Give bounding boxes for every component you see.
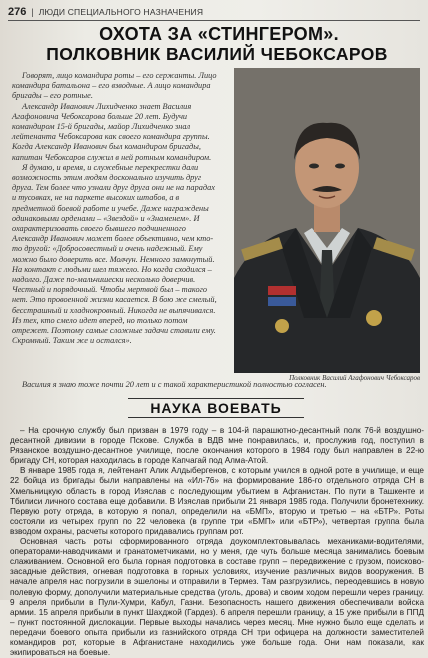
- lead-closing: Василия я знаю тоже почти 20 лет и с такой характеристикой полностью согласен.: [22, 380, 327, 389]
- body-text: [10, 426, 424, 658]
- body-paragraph: Основная часть роты сформированного отряда доукомплектовывалась механиками-водителями, операторами-наводчиками и гранатометчиками, но у меня, где чуть больше месяца занимались боевым слаживанием. Основной его была горная подготовка в составе групп – передвижение с грузом, поисково-засадные действия, огневая подготовка в горных условиях, изучение различных видов вооружения. В начале апреля нас погрузили в эшелоны и отправили в Термез. Там разгрузились, переодевшись в новую полевую форму, дополучили материальные средства (уголь, дрова) и своим ходом перешли через границу. 9 апреля прибыли в Пули-Хумри, Кабул, Газни. Безопасность нашего движения обеспечивали войска армии. 15 апреля прибыли в пункт Шахджой (Гардез). 6 апреля перешли границу, а 15 уже прибыли в ППД – пункт постоянной дислокации. Первые выходы начались через месяц. Мне нужно было еще сделать и передачи боевого опыта прибыли из газнийского отряда СН три офицера на должности заместителей командиров рот, которые в Афганистане находились уже больше года. Они нам показали, как экипироваться на боевые.: [10, 537, 424, 658]
- header-separator: |: [31, 7, 34, 17]
- article-title: ОХОТА ЗА «СТИНГЕРОМ».: [99, 24, 339, 44]
- section-name: ЛЮДИ СПЕЦИАЛЬНОГО НАЗНАЧЕНИЯ: [38, 7, 204, 17]
- article-subtitle: ПОЛКОВНИК ВАСИЛИЙ ЧЕБОКСАРОВ: [46, 44, 388, 64]
- lead-paragraph: Говорят, лицо командира роты – его сержанты. Лицо командира батальона – его взводные. А лицо командира бригады – его ротные.: [12, 71, 217, 101]
- photo-caption: Полковник Василий Агафонович Чебоксаров: [289, 374, 420, 382]
- lead-paragraph: Я думаю, и время, и служебные перекрестки дали возможность этим людям досконально изучить друг друга. Тем более что узнали друг друга они не на парадах и тусовках, не на паркете высоких штабов, а в предметной боевой работе и учебе. Даже награждены одинаковыми орденами – «Звездой» и «Знаменем». И охарактеризовать своего бывшего подчиненного Александр Иванович может более объективно, чем кто-то другой: «Добросовестный и очень надежный. Ему можно было доверить все. Молчун. Немного замкнутый. На контакт с людьми шел тяжело. Но когда сходился – надолго. Даже по-мальчишески несколько доверчив. Честный и порядочный. Чтобы мертвой был – такого нет. Это провоенной жизни касается. В бою же смелый, бесстрашный и хладнокровный. Никогда не выпячивался. Из тех, кто смело идет вперед, но только потом отрежет. Поэтому самые сложные задачи ставили ему. Скромный. Таким же и остался».: [12, 162, 217, 346]
- section-heading: НАУКА ВОЕВАТЬ: [128, 398, 304, 418]
- page-number: 276: [8, 6, 27, 18]
- lead-paragraph: Александр Иванович Лихидченко знает Василия Агафоновича Чебоксарова больше 20 лет. Будучи командиром 15-й бригады, майор Лихидченко знал лейтенанта Чебоксарова как своего командира группы. Когда Александр Иванович был командиром бригады, капитан Чебоксаров служил в ней ротным командиром.: [12, 101, 212, 162]
- body-paragraph: – На срочную службу был призван в 1979 году – в 104-й парашютно-десантный полк 76-й воздушно-десантной дивизии в городе Пскове. Служба в ВДВ мне понравилась, и, прослужив год, поступил в Рязанское воздушно-десантное училище, после окончания которого в 1984 году был направлен в 22-ю бригаду СН, которая находилась в городе Капчагай под Алма-Атой.: [10, 426, 424, 466]
- body-paragraph: В январе 1985 года я, лейтенант Алик Алдыбергенов, с которым учился в одной роте в училище, и еще 22 бойца из бригады были направлены на «Ил-76» на формирование 186-го отдельного отряда СН в Хмельницкую область в город Изяслав с последующим убытием в Афганистан. По пути в Ташкенте и Тбилиси личного состава еще добавили. В Изяслав прибыли 21 января 1985 года. Получили бронетехнику. Первую роту отряда, в которую я попал, определили на «БМП», вторую и третью – на «БТР». Роты состояли из четырех групп по 22 человека (в группе три «БМП» или «БТР»), четвертая группа была взводом охраны, расчеты которого придавались группам рот.: [10, 466, 424, 536]
